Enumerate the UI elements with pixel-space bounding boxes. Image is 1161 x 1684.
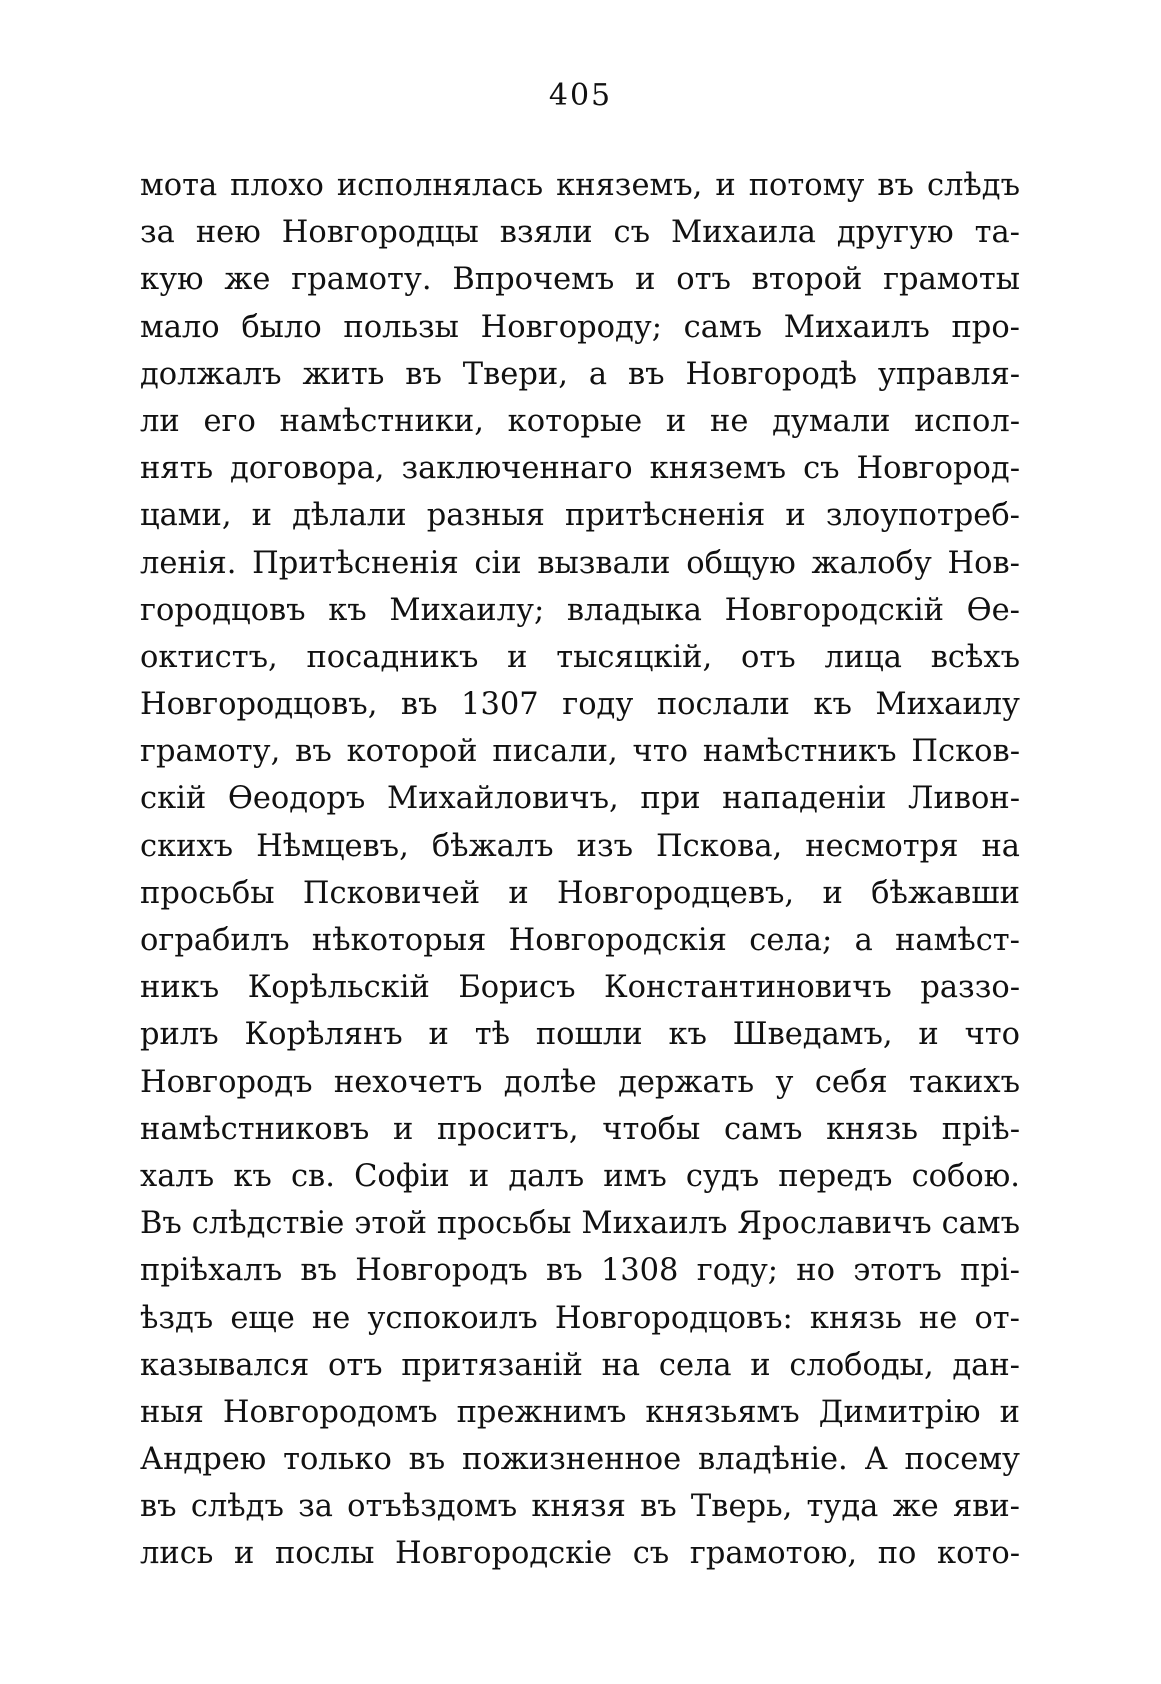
text-line: скій Ѳеодоръ Михайловичъ, при нападеніи Ливон- <box>140 781 1020 817</box>
text-line: нять договора, заключеннаго княземъ съ Новгород- <box>140 451 1020 487</box>
text-line: рилъ Корѣлянъ и тѣ пошли къ Шведамъ, и что <box>140 1017 1020 1053</box>
text-line: городцовъ къ Михаилу; владыка Новгородскій Ѳе- <box>140 592 1020 628</box>
body-text <box>140 162 1020 1578</box>
text-line: ѣздъ еще не успокоилъ Новгородцовъ: князь не от- <box>140 1300 1020 1336</box>
text-line: Новгородъ нехочетъ долѣе держать у себя такихъ <box>140 1064 1020 1100</box>
text-line: ограбилъ нѣкоторыя Новгородскія села; а намѣст- <box>140 923 1020 958</box>
text-line: октистъ, посадникъ и тысяцкій, отъ лица всѣхъ <box>140 639 1020 675</box>
text-line: просьбы Псковичей и Новгородцевъ, и бѣжавши <box>140 875 1020 911</box>
page-number: 405 <box>548 78 613 113</box>
text-line: цами, и дѣлали разныя притѣсненія и злоупотреб- <box>140 498 1020 534</box>
text-line: за нею Новгородцы взяли съ Михаила другую та- <box>140 215 1020 251</box>
text-line: намѣстниковъ и проситъ, чтобы самъ князь пріѣ- <box>140 1111 1020 1147</box>
text-line: лись и послы Новгородскіе съ грамотою, по кото- <box>140 1536 1020 1572</box>
text-line: ленія. Притѣсненія сіи вызвали общую жалобу Нов- <box>140 545 1020 581</box>
text-line: мало было пользы Новгороду; самъ Михаилъ про- <box>140 309 1020 345</box>
text-line: ныя Новгородомъ прежнимъ князьямъ Димитрію и <box>140 1394 1020 1430</box>
text-line: пріѣхалъ въ Новгородъ въ 1308 году; но этотъ прі- <box>140 1253 1020 1289</box>
text-line: Андрею только въ пожизненное владѣніе. А посему <box>140 1442 1020 1478</box>
text-line: никъ Корѣльскій Борисъ Константиновичъ раззо- <box>140 970 1020 1006</box>
text-line: Новгородцовъ, въ 1307 году послали къ Михаилу <box>140 687 1020 723</box>
text-line: мота плохо исполнялась княземъ, и потому въ слѣдъ <box>140 168 1020 203</box>
text-line: ли его намѣстники, которые и не думали испол- <box>140 403 1020 439</box>
text-line: казывался отъ притязаній на села и слободы, дан- <box>140 1347 1020 1383</box>
text-line: халъ къ св. Софіи и далъ имъ судъ передъ собою. <box>140 1158 1020 1194</box>
text-line: кую же грамоту. Впрочемъ и отъ второй грамоты <box>140 262 1020 298</box>
text-line: скихъ Нѣмцевъ, бѣжалъ изъ Пскова, несмотря на <box>140 828 1020 864</box>
text-line: грамоту, въ которой писали, что намѣстникъ Псков- <box>140 734 1020 770</box>
text-line: должалъ жить въ Твери, а въ Новгородѣ управля- <box>140 356 1020 392</box>
text-line: Въ слѣдствіе этой просьбы Михаилъ Ярославичъ самъ <box>140 1206 1020 1242</box>
text-line: въ слѣдъ за отъѣздомъ князя въ Тверь, туда же яви- <box>140 1489 1020 1525</box>
